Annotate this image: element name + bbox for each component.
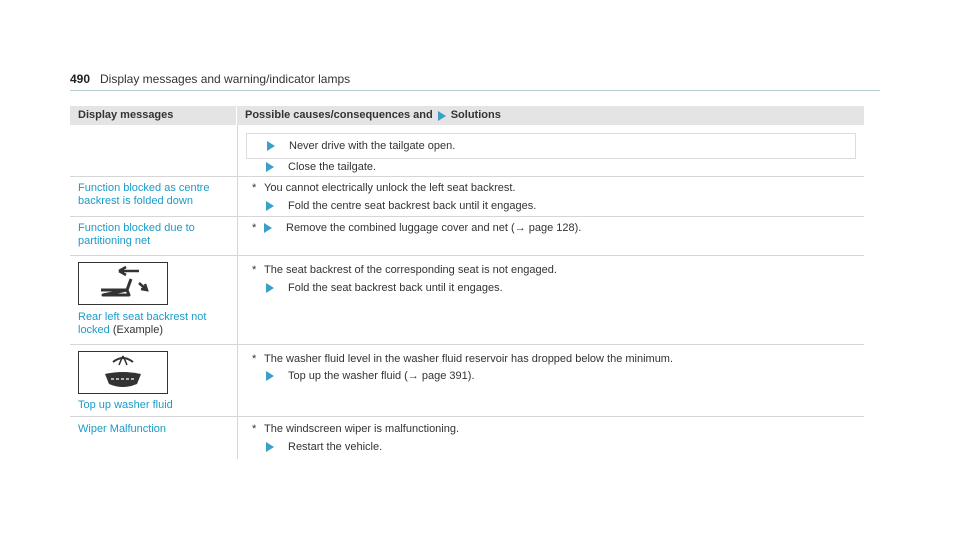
display-messages-table [70, 106, 864, 459]
solution-step: Fold the seat backrest back until it engages. [266, 282, 503, 294]
star-marker: * [252, 423, 257, 435]
table-row [70, 177, 864, 217]
arrow-right-icon [266, 162, 274, 172]
page-header [70, 72, 880, 91]
arrow-right-icon [438, 111, 446, 121]
col-header-causes-solutions [237, 106, 864, 125]
display-message: Function blocked as centre backrest is folded down [78, 182, 210, 207]
table-row [70, 417, 864, 459]
star-marker: * [252, 353, 257, 365]
arrow-right-icon [266, 283, 274, 293]
arrow-right-icon [266, 201, 274, 211]
solution-step: Close the tailgate. [266, 161, 376, 173]
table-row [70, 345, 864, 417]
page-number: 490 [70, 72, 91, 86]
table-header [70, 106, 864, 125]
arrow-right-icon [266, 371, 274, 381]
cause-text: The washer fluid level in the washer fluid reservoir has dropped below the minimum. [264, 353, 674, 365]
cause-text: The windscreen wiper is malfunctioning. [264, 423, 460, 435]
solution-step: Never drive with the tailgate open. [267, 140, 455, 152]
table-row [70, 217, 864, 256]
seat-backrest-icon [78, 262, 168, 305]
display-message: Function blocked due to partitioning net [78, 222, 195, 247]
solution-step: Fold the centre seat backrest back until it engages. [266, 200, 536, 212]
solution-step: Remove the combined luggage cover and net (→ page 128). [264, 222, 581, 234]
star-marker: * [252, 182, 257, 194]
display-message: Rear left seat backrest not locked (Example) [78, 311, 207, 336]
col-header-causes: Possible causes/consequences and [245, 109, 433, 121]
solution-step: Top up the washer fluid (→ page 391). [266, 370, 475, 382]
table-row [70, 125, 864, 177]
star-marker: * [252, 222, 257, 234]
solution-step: Restart the vehicle. [266, 441, 382, 453]
arrow-right-icon [266, 442, 274, 452]
arrow-right-icon [264, 223, 272, 233]
page-title: Display messages and warning/indicator lamps [100, 72, 351, 86]
cause-text: The seat backrest of the corresponding seat is not engaged. [264, 264, 557, 276]
washer-fluid-icon [78, 351, 168, 394]
display-message: Top up washer fluid [78, 399, 173, 411]
table-row [70, 256, 864, 345]
cause-text: You cannot electrically unlock the left seat backrest. [264, 182, 516, 194]
warning-box [246, 133, 856, 159]
star-marker: * [252, 264, 257, 276]
example-note: (Example) [112, 324, 163, 336]
arrow-right-icon [267, 141, 275, 151]
col-header-display-messages: Display messages [70, 106, 237, 125]
display-message: Wiper Malfunction [78, 423, 167, 435]
col-header-solutions: Solutions [450, 109, 501, 121]
